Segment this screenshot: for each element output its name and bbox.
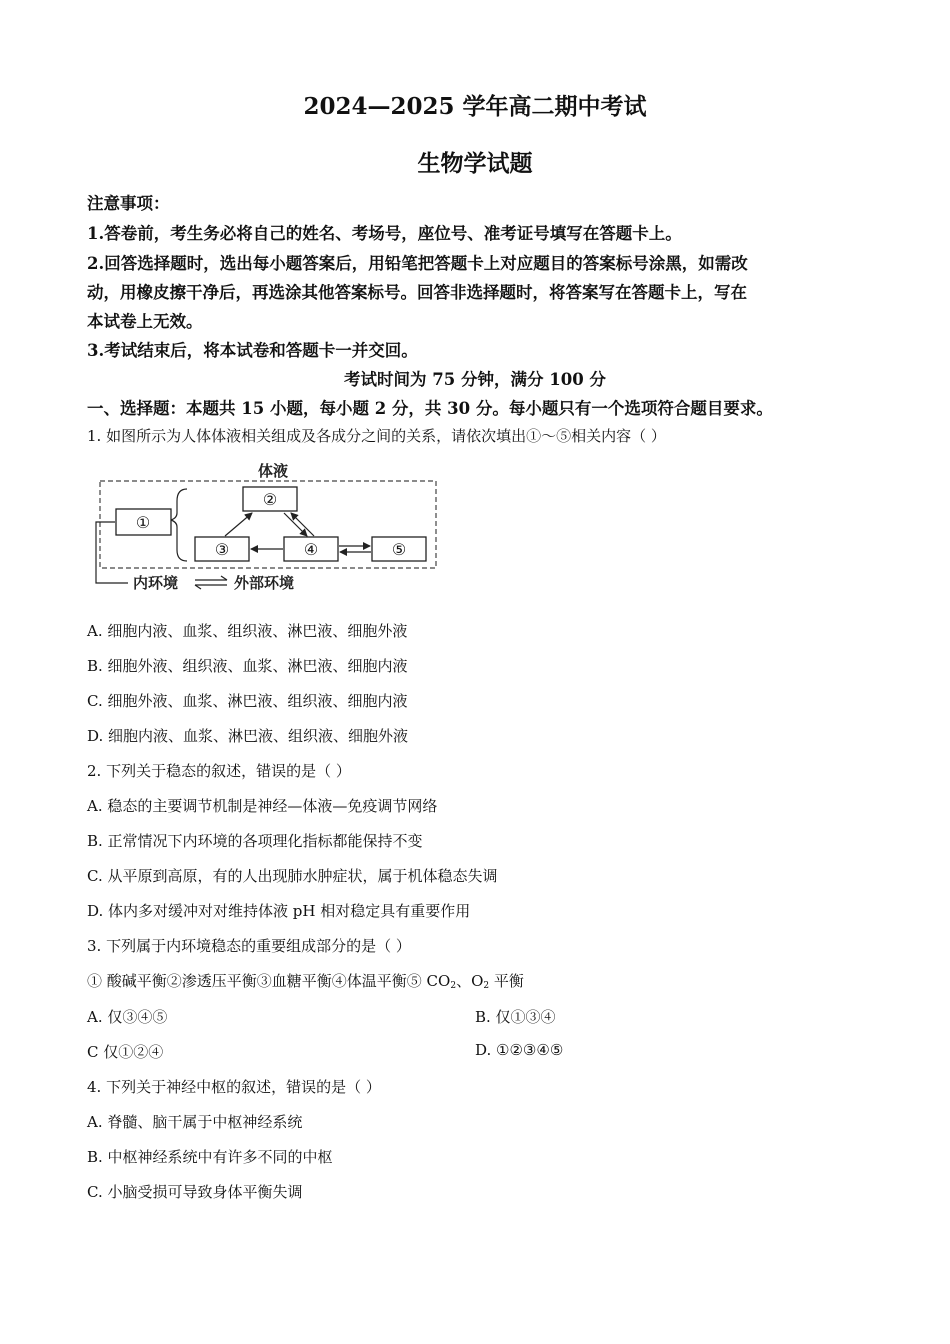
diagram-title: 体液 <box>257 462 289 480</box>
notice-item-2-line-1: 2.回答选择题时，选出每小题答案后，用铅笔把答题卡上对应题目的答案标号涂黑，如需改 <box>87 254 748 273</box>
q3-items-prefix: ① 酸碱平衡②渗透压平衡③血糖平衡④体温平衡⑤ CO <box>87 972 451 990</box>
node-4-label: ④ <box>303 540 319 559</box>
node-2-label: ② <box>262 490 278 509</box>
q1-option-d: D. 细胞内液、血浆、淋巴液、组织液、细胞外液 <box>87 727 409 745</box>
notice-item-1: 1.答卷前，考生务必将自己的姓名、考场号，座位号、准考证号填写在答题卡上。 <box>87 224 682 243</box>
section-1-heading: 一、选择题：本题共 15 小题，每小题 2 分，共 30 分。每小题只有一个选项符合题目要求。 <box>87 399 773 418</box>
q2-stem: 2. 下列关于稳态的叙述，错误的是（ ） <box>87 762 351 780</box>
notice-item-2-line-3: 本试卷上无效。 <box>87 312 203 331</box>
q2-option-c: C. 从平原到高原，有的人出现肺水肿症状，属于机体稳态失调 <box>87 867 498 885</box>
q3-stem: 3. 下列属于内环境稳态的重要组成部分的是（ ） <box>87 937 411 955</box>
q4-stem: 4. 下列关于神经中枢的叙述，错误的是（ ） <box>87 1078 381 1096</box>
q4-option-b: B. 中枢神经系统中有许多不同的中枢 <box>87 1148 333 1166</box>
q2-option-a: A. 稳态的主要调节机制是神经—体液—免疫调节网络 <box>87 797 438 815</box>
notice-item-2-line-2: 动，用橡皮擦干净后，再选涂其他答案标号。回答非选择题时，将答案写在答题卡上，写在 <box>87 283 747 302</box>
arrow-2-to-4 <box>284 513 307 536</box>
q3-option-a: A. 仅③④⑤ <box>87 1008 168 1026</box>
body-fluid-diagram <box>88 456 448 598</box>
q1-stem: 1. 如图所示为人体体液相关组成及各成分之间的关系，请依次填出①～⑤相关内容（ ） <box>87 427 666 445</box>
q3-items-mid: 、O <box>456 972 484 990</box>
q4-option-c: C. 小脑受损可导致身体平衡失调 <box>87 1183 303 1201</box>
q3-option-c: C 仅①②④ <box>87 1043 164 1061</box>
q3-option-b: B. 仅①③④ <box>475 1008 556 1026</box>
q3-option-d: D. ①②③④⑤ <box>475 1041 564 1059</box>
grouping-brace <box>171 489 187 561</box>
arrow-3-to-2 <box>225 513 252 536</box>
q1-option-b: B. 细胞外液、组织液、血浆、淋巴液、细胞内液 <box>87 657 408 675</box>
node-5-label: ⑤ <box>391 540 407 559</box>
notice-item-3: 3.考试结束后，将本试卷和答题卡一并交回。 <box>87 341 418 360</box>
q4-option-a: A. 脊髓、脑干属于中枢神经系统 <box>87 1113 303 1131</box>
node-3-label: ③ <box>214 540 230 559</box>
internal-environment-label: 内环境 <box>133 574 179 592</box>
q1-option-a: A. 细胞内液、血浆、组织液、淋巴液、细胞外液 <box>87 622 408 640</box>
o2-subscript: 2 <box>483 981 490 991</box>
q2-option-d: D. 体内多对缓冲对对维持体液 pH 相对稳定具有重要作用 <box>87 902 471 920</box>
q3-items <box>87 970 524 991</box>
q1-option-c: C. 细胞外液、血浆、淋巴液、组织液、细胞内液 <box>87 692 408 710</box>
exam-title: 2024—2025 学年高二期中考试 <box>303 93 647 120</box>
node-1-label: ① <box>135 513 151 532</box>
exam-subtitle: 生物学试题 <box>417 150 533 177</box>
external-environment-label: 外部环境 <box>234 574 295 592</box>
co2-subscript: 2 <box>450 981 457 991</box>
q3-items-suffix: 平衡 <box>489 972 524 990</box>
exam-time: 考试时间为 75 分钟，满分 100 分 <box>344 370 606 389</box>
arrow-4-to-2 <box>291 513 314 536</box>
q2-option-b: B. 正常情况下内环境的各项理化指标都能保持不变 <box>87 832 423 850</box>
notice-heading: 注意事项： <box>87 194 170 213</box>
